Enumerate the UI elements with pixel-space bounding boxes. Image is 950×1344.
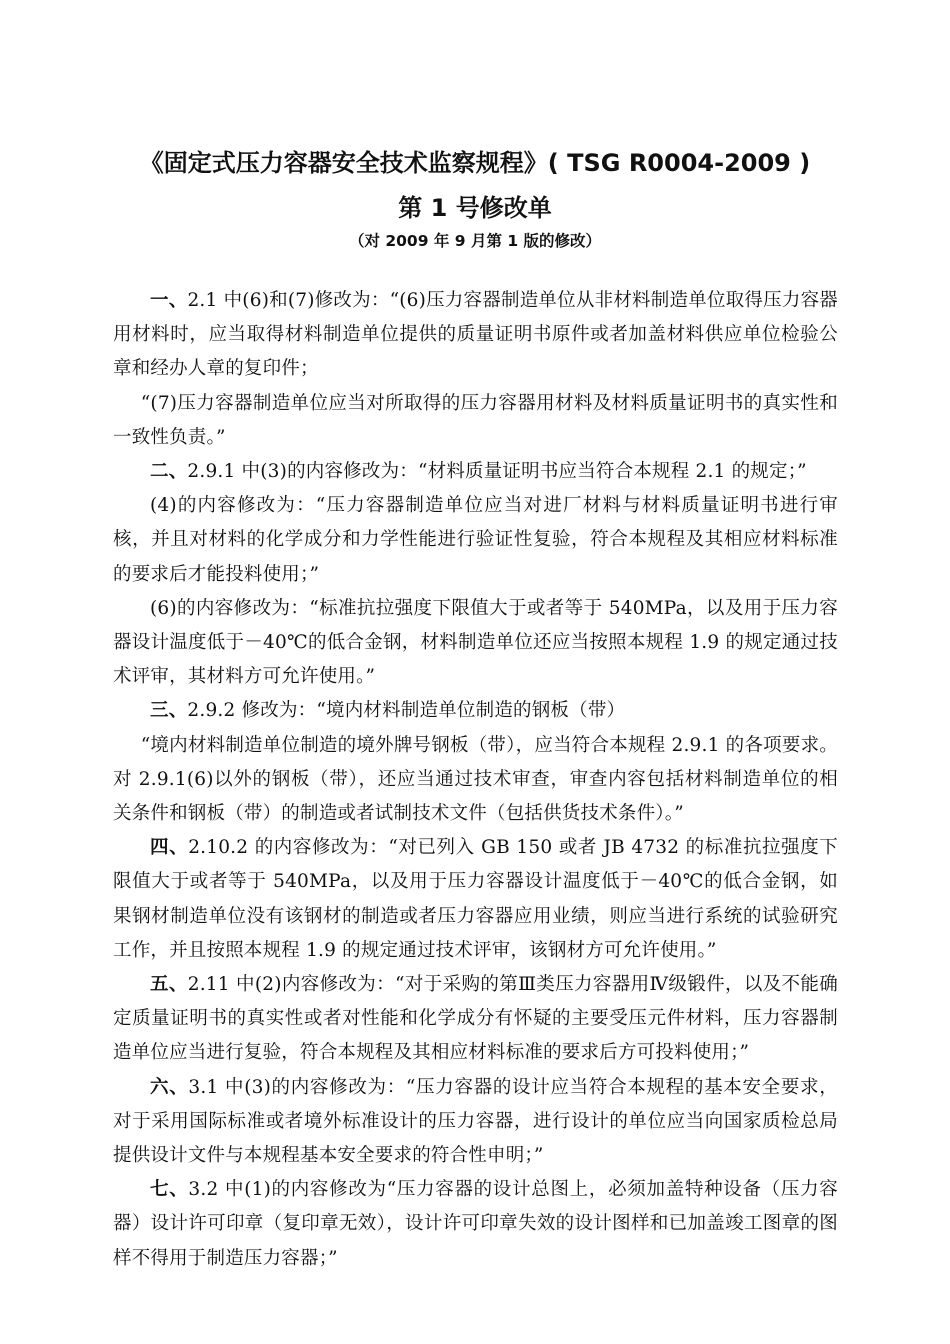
paragraph-item-2-sub-6	[113, 592, 838, 695]
paragraph-item-3-continued	[113, 729, 838, 832]
paragraph-text: 2.9.1 中(3)的内容修改为：“材料质量证明书应当符合本规程 2.1 的规定；”	[187, 461, 807, 483]
item-number: 三、	[150, 700, 188, 722]
paragraph-item-7	[113, 1173, 838, 1276]
paragraph-text: 3.2 中(1)的内容修改为“压力容器的设计总图上，必须加盖特种设备（压力容器）设计许可印章（复印章无效），设计许可印章失效的设计图样和已加盖竣工图章的图样不得用于制造压力容器；”	[113, 1179, 838, 1269]
document-subtitle: 第 1 号修改单	[398, 194, 552, 222]
document-title: 《固定式压力容器安全技术监察规程》( TSG R0004-2009 )	[139, 149, 811, 177]
item-number: 五、	[150, 974, 188, 996]
item-number: 一、	[150, 290, 188, 311]
paragraph-text: 2.11 中(2)内容修改为：“对于采购的第Ⅲ类压力容器用Ⅳ级锻件，以及不能确定质量证明书的真实性或者对性能和化学成分有怀疑的主要受压元件材料，压力容器制造单位应当进行复验，符合本规程及其相应材料标准的要求后方可投料使用；”	[113, 974, 838, 1064]
item-number: 四、	[150, 837, 189, 859]
paragraph-text: 2.9.2 修改为：“境内材料制造单位制造的钢板（带）	[187, 700, 626, 722]
paragraph-text: “(7)压力容器制造单位应当对所取得的压力容器用材料及材料质量证明书的真实性和一致性负责。”	[113, 392, 838, 448]
paragraph-text: “境内材料制造单位制造的境外牌号钢板（带），应当符合本规程 2.9.1 的各项要求。对 2.9.1(6)以外的钢板（带），还应当通过技术审查，审查内容包括材料制造单位的相关条件和钢板（带）的制造或者试制技术文件（包括供货技术条件）。”	[113, 734, 838, 825]
paragraph-item-5	[113, 968, 838, 1071]
paragraph-item-4	[113, 831, 838, 968]
paragraph-item-6	[113, 1071, 838, 1174]
document-edition-note: （对 2009 年 9 月第 1 版的修改）	[348, 232, 602, 250]
paragraph-text: 2.10.2 的内容修改为：“对已列入 GB 150 或者 JB 4732 的标准抗拉强度下限值大于或者等于 540MPa，以及用于压力容器设计温度低于－40℃的低合金钢，如果钢材制造单位没有该钢材的制造或者压力容器应用业绩，则应当进行系统的试验研究工作，并且按照本规程 1.9 的规定通过技术评审，该钢材方可允许使用。”	[113, 837, 838, 961]
item-number: 二、	[150, 461, 188, 483]
item-number: 七、	[150, 1179, 189, 1201]
item-number: 六、	[150, 1076, 189, 1098]
paragraph-text: 2.1 中(6)和(7)修改为：“(6)压力容器制造单位从非材料制造单位取得压力容器用材料时，应当取得材料制造单位提供的质量证明书原件或者加盖材料供应单位检验公章和经办人章的复印件；	[113, 290, 838, 380]
paragraph-text: 3.1 中(3)的内容修改为：“压力容器的设计应当符合本规程的基本安全要求，对于采用国际标准或者境外标准设计的压力容器，进行设计的单位应当向国家质检总局提供设计文件与本规程基本安全要求的符合性申明；”	[113, 1076, 838, 1167]
paragraph-item-1	[113, 284, 838, 387]
paragraph-item-2-sub-4	[113, 489, 838, 592]
paragraph-text: (6)的内容修改为：“标准抗拉强度下限值大于或者等于 540MPa，以及用于压力容器设计温度低于－40℃的低合金钢，材料制造单位还应当按照本规程 1.9 的规定通过技术评审，其材料方可允许使用。”	[113, 597, 838, 688]
paragraph-item-3	[113, 694, 838, 728]
paragraph-item-2	[113, 455, 838, 489]
document-body	[113, 284, 838, 1276]
paragraph-item-1-continued	[113, 387, 838, 455]
paragraph-text: (4)的内容修改为：“压力容器制造单位应当对进厂材料与材料质量证明书进行审核，并且对材料的化学成分和力学性能进行验证性复验，符合本规程及其相应材料标准的要求后才能投料使用；”	[113, 495, 838, 585]
